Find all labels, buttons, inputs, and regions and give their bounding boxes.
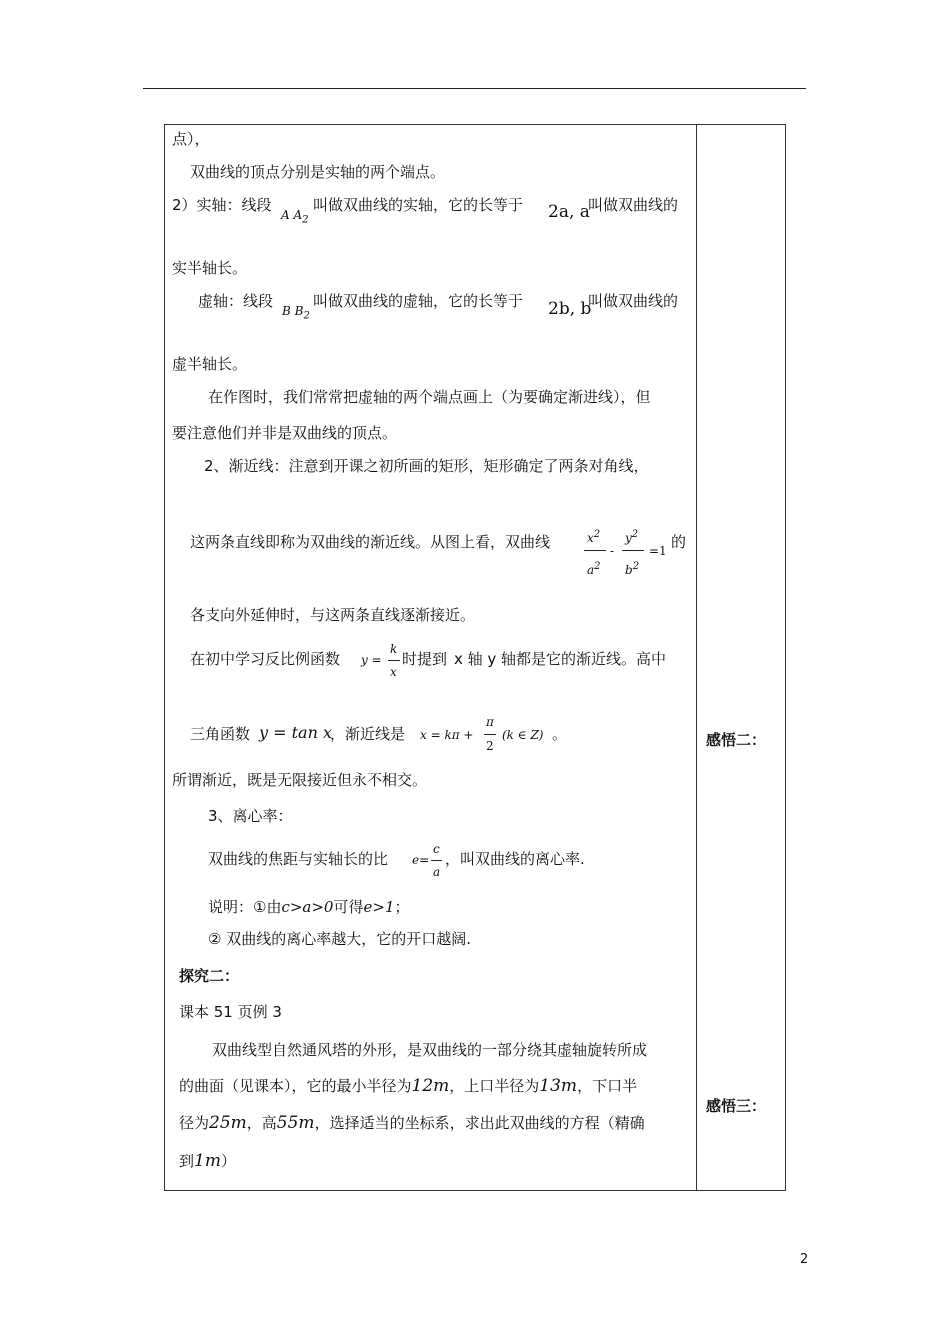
line-17b: c>a>0 bbox=[281, 898, 334, 916]
hyp-b-sup: 2 bbox=[632, 561, 640, 572]
inv-y: y = bbox=[361, 653, 382, 667]
math-2a-a: 2a, a bbox=[548, 202, 590, 222]
line-24b: 1m bbox=[194, 1151, 221, 1171]
hyp-frac-line-1 bbox=[584, 550, 606, 551]
line-17a: 说明：①由 bbox=[208, 898, 282, 916]
math-b1b2-sub: 2 bbox=[303, 310, 310, 322]
line-23a: 径为 bbox=[179, 1114, 210, 1132]
line-1: 点）， bbox=[172, 130, 210, 148]
hyp-a-sup: 2 bbox=[594, 561, 601, 572]
line-24c: ） bbox=[220, 1152, 236, 1170]
line-5a: 虚轴：线段 bbox=[198, 292, 274, 310]
line-13c: 。 bbox=[552, 725, 568, 743]
line-22a: 的曲面（见课本），它的最小半径为 bbox=[179, 1077, 412, 1095]
asym-k: (k ∈ Z) bbox=[502, 728, 544, 742]
line-23e: ，选择适当的坐标系，求出此双曲线的方程（精确 bbox=[314, 1114, 645, 1132]
math-a1a2-text: A A bbox=[281, 208, 303, 222]
line-3b: 叫做双曲线的实轴，它的长等于 bbox=[313, 196, 524, 214]
hyp-den-b bbox=[625, 561, 639, 577]
line-14: 所谓渐近，既是无限接近但永不相交。 bbox=[172, 771, 428, 789]
line-3c: 叫做双曲线的 bbox=[588, 196, 679, 214]
line-17d: e>1 bbox=[363, 898, 395, 916]
math-2b-b: 2b, b bbox=[548, 299, 592, 319]
line-22e: ，下口半 bbox=[577, 1077, 638, 1095]
side-note-2: 感悟二： bbox=[706, 731, 767, 749]
line-22d: 13m bbox=[539, 1076, 578, 1096]
line-17c: 可得 bbox=[333, 898, 364, 916]
asym-left: x = kπ + bbox=[420, 728, 474, 742]
line-4: 实半轴长。 bbox=[172, 259, 248, 277]
line-15: 3、离心率： bbox=[208, 807, 293, 825]
line-13a: 三角函数 bbox=[190, 725, 251, 743]
line-23 bbox=[179, 1114, 645, 1132]
line-3a: 2）实轴：线段 bbox=[172, 196, 272, 214]
inv-frac-line bbox=[388, 660, 400, 661]
line-20: 课本 51 页例 3 bbox=[179, 1003, 282, 1021]
inv-k: k bbox=[390, 642, 398, 656]
line-8: 要注意他们并非是双曲线的顶点。 bbox=[172, 424, 398, 442]
hyp-y-sup: 2 bbox=[631, 529, 639, 540]
ecc-e: e= bbox=[412, 853, 430, 867]
ecc-frac-line bbox=[431, 860, 442, 861]
inv-x: x bbox=[390, 665, 397, 679]
math-tan: y = tan x bbox=[259, 723, 332, 742]
page-number: 2 bbox=[800, 1252, 809, 1267]
line-5c: 叫做双曲线的 bbox=[588, 292, 679, 310]
line-2: 双曲线的顶点分别是实轴的两个端点。 bbox=[190, 163, 446, 181]
line-10b: 的 bbox=[671, 533, 687, 551]
ecc-a: a bbox=[433, 865, 441, 879]
line-24 bbox=[179, 1152, 236, 1170]
line-22b: 12m bbox=[411, 1076, 450, 1096]
asym-pi: π bbox=[486, 715, 494, 729]
column-divider bbox=[696, 125, 697, 1190]
hyp-a: a bbox=[587, 563, 595, 577]
hyp-x: x bbox=[587, 531, 594, 545]
line-22c: ，上口半径为 bbox=[449, 1077, 540, 1095]
line-17 bbox=[208, 898, 410, 916]
line-11: 各支向外延伸时，与这两条直线逐渐接近。 bbox=[190, 606, 476, 624]
hyp-minus: - bbox=[610, 544, 615, 558]
asym-2: 2 bbox=[486, 739, 494, 753]
side-note-3: 感悟三： bbox=[706, 1097, 767, 1115]
hyp-num-y bbox=[625, 529, 638, 545]
line-13b: ，渐近线是 bbox=[330, 725, 406, 743]
line-21: 双曲线型自然通风塔的外形，是双曲线的一部分绕其虚轴旋转所成 bbox=[212, 1041, 648, 1059]
math-a1a2 bbox=[281, 206, 309, 229]
line-23c: ，高 bbox=[246, 1114, 277, 1132]
line-6: 虚半轴长。 bbox=[172, 355, 248, 373]
line-18: ② 双曲线的离心率越大，它的开口越阔. bbox=[208, 930, 471, 948]
hyp-num-x bbox=[587, 529, 600, 545]
line-16b: ，叫双曲线的离心率. bbox=[445, 850, 585, 868]
line-9: 2、渐近线：注意到开课之初所画的矩形，矩形确定了两条对角线， bbox=[204, 457, 649, 475]
header-rule bbox=[143, 88, 806, 89]
line-23d: 55m bbox=[276, 1113, 315, 1133]
line-12a: 在初中学习反比例函数 bbox=[190, 650, 341, 668]
math-b1b2-text: B B bbox=[282, 304, 304, 318]
hyp-den-a bbox=[587, 561, 601, 577]
line-12b: 时提到 bbox=[402, 650, 448, 668]
hyp-frac-line-2 bbox=[622, 550, 644, 551]
line-16a: 双曲线的焦距与实轴长的比 bbox=[208, 850, 389, 868]
line-10a: 这两条直线即称为双曲线的渐近线。从图上看，双曲线 bbox=[190, 533, 551, 551]
math-a1a2-sub: 2 bbox=[302, 214, 309, 226]
hyp-eq1: =1 bbox=[649, 544, 667, 558]
line-24a: 到 bbox=[179, 1152, 195, 1170]
line-12c: x 轴 y 轴都是它的渐近线。高中 bbox=[454, 650, 667, 668]
section-heading-explore-2: 探究二： bbox=[179, 967, 240, 985]
ecc-c: c bbox=[433, 842, 440, 856]
hyp-x-sup: 2 bbox=[593, 529, 601, 540]
hyp-y: y bbox=[625, 531, 632, 545]
line-23b: 25m bbox=[209, 1113, 247, 1133]
line-7: 在作图时，我们常常把虚轴的两个端点画上（为要确定渐进线），但 bbox=[208, 388, 651, 406]
line-22 bbox=[179, 1077, 637, 1095]
hyp-b: b bbox=[625, 563, 633, 577]
line-5b: 叫做双曲线的虚轴，它的长等于 bbox=[313, 292, 524, 310]
math-b1b2 bbox=[282, 302, 310, 325]
line-17e: ； bbox=[394, 898, 410, 916]
asym-frac-line bbox=[484, 734, 496, 735]
